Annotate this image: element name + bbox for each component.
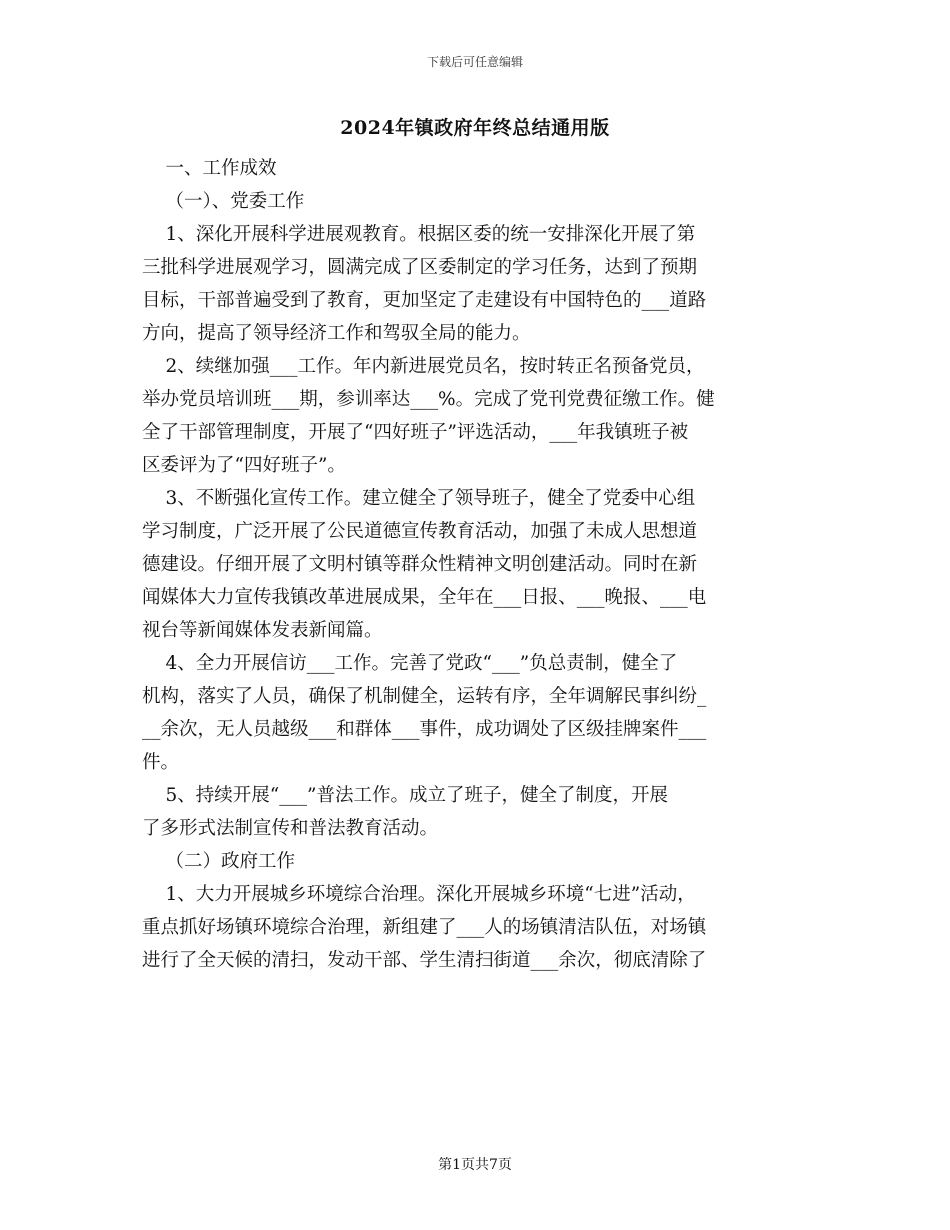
document-title: 2024年镇政府年终总结通用版 [340, 117, 610, 139]
body-line: （二）政府工作 [142, 851, 296, 872]
body-line: 视台等新闻媒体发表新闻篇。 [142, 620, 383, 641]
body-line: 三批科学进展观学习，圆满完成了区委制定的学习任务，达到了预期 [142, 257, 698, 278]
body-line: 4、全力开展信访___工作。完善了党政“___”负总责制，健全了 [142, 653, 678, 674]
body-line: 机构，落实了人员，确保了机制健全，运转有序，全年调解民事纠纷_ [142, 686, 707, 707]
body-line: 闻媒体大力宣传我镇改革进展成果，全年在___日报、___晚报、___电 [142, 587, 707, 608]
body-line: 3、不断强化宣传工作。建立健全了领导班子，健全了党委中心组 [142, 488, 696, 509]
body-line: 了多形式法制宣传和普法教育活动。 [142, 818, 439, 839]
body-line: 2、续继加强___工作。年内新进展党员名，按时转正名预备党员， [142, 356, 705, 377]
body-line: 举办党员培训班___期，参训率达___%。完成了党刊党费征缴工作。健 [142, 389, 715, 410]
document-body [142, 152, 812, 977]
body-line: 德建设。仔细开展了文明村镇等群众性精神文明创建活动。同时在新 [142, 554, 698, 575]
body-line: 5、持续开展“___”普法工作。成立了班子，健全了制度，开展 [142, 785, 668, 806]
body-line: 目标，干部普遍受到了教育，更加坚定了走建设有中国特色的___道路 [142, 290, 707, 311]
body-line: 1、大力开展城乡环境综合治理。深化开展城乡环境“七进”活动， [142, 884, 696, 905]
body-line: 件。 [142, 752, 180, 773]
body-line: 区委评为了“四好班子”。 [142, 455, 346, 476]
body-line: 1、深化开展科学进展观教育。根据区委的统一安排深化开展了第 [142, 224, 696, 245]
page-number: 第1页共7页 [438, 1157, 512, 1173]
body-line: 全了干部管理制度，开展了“四好班子”评选活动，___年我镇班子被 [142, 422, 689, 443]
body-line: 方向，提高了领导经济工作和驾驭全局的能力。 [142, 323, 531, 344]
body-line: 重点抓好场镇环境综合治理，新组建了___人的场镇清洁队伍，对场镇 [142, 917, 707, 938]
page-header-note: 下载后可任意编辑 [426, 55, 523, 69]
body-line: 一、工作成效 [142, 158, 277, 179]
body-line: 学习制度，广泛开展了公民道德宣传教育活动，加强了未成人思想道 [142, 521, 698, 542]
body-line: 进行了全天候的清扫，发动干部、学生清扫街道___余次，彻底清除了 [142, 950, 707, 971]
body-line: （一）、党委工作 [142, 191, 305, 212]
body-line: __余次，无人员越级___和群体___事件，成功调处了区级挂牌案件___ [142, 719, 707, 740]
